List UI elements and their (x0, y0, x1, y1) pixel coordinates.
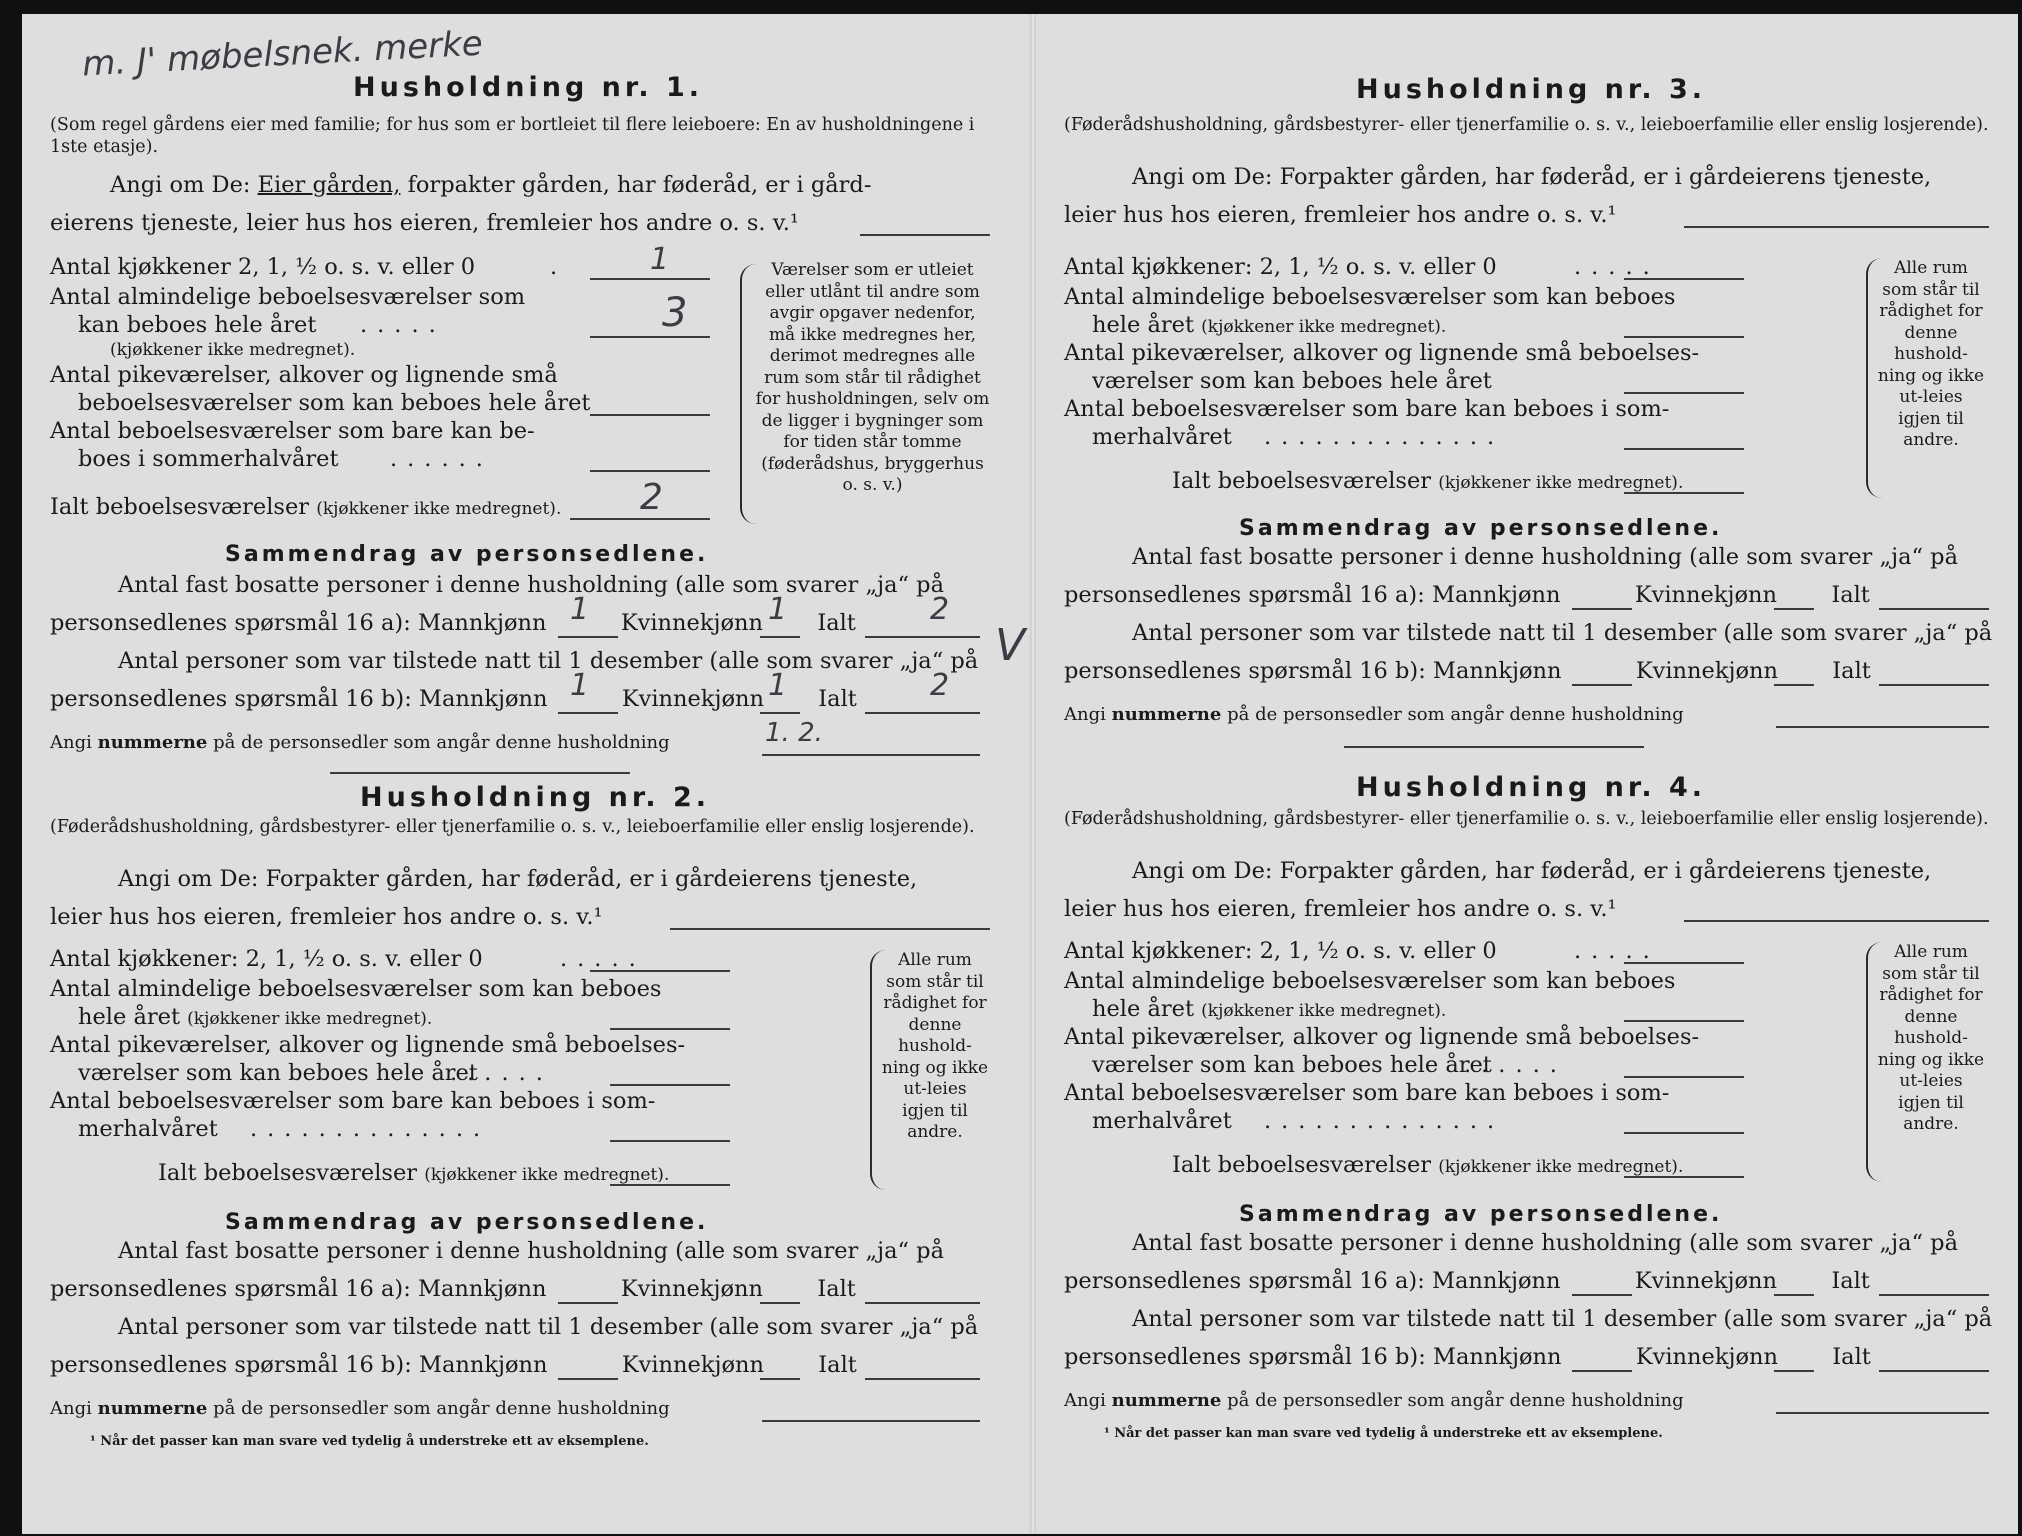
h2-footnote: ¹ Når det passer kan man svare ved tydelig å understreke ett av eksemplene. (90, 1434, 649, 1449)
h1-fast-line: personsedlenes spørsmål 16 a): Mannkjønn Kvinnekjønn Ialt (50, 610, 856, 636)
h1-tilstede-line: personsedlenes spørsmål 16 b): Mannkjønn Kvinnekjønn Ialt (50, 686, 857, 712)
h1-kitchens-label: Antal kjøkkener 2, 1, ½ o. s. v. eller 0 (50, 254, 476, 280)
h3-tilstede-label: Antal personer som var tilstede natt til 1 desember (alle som svarer „ja“ på (1132, 620, 1993, 646)
h4-total-rooms-label: Ialt beboelsesværelser (kjøkkener ikke medregnet). (1172, 1152, 1684, 1178)
h2-fast-line: personsedlenes spørsmål 16 a): Mannkjønn Kvinnekjønn Ialt (50, 1276, 856, 1302)
h3-rooms-label: Antal almindelige beboelsesværelser som kan beboes (1064, 284, 1676, 310)
household-1-angi-line-2: eierens tjeneste, leier hus hos eieren, fremleier hos andre o. s. v.¹ (50, 210, 799, 236)
census-form-sheet (22, 14, 2018, 1534)
h4-kitchens-label: Antal kjøkkener: 2, 1, ½ o. s. v. eller 0 (1064, 938, 1497, 964)
household-3-angi-line-2: leier hus hos eieren, fremleier hos andre o. s. v.¹ (1064, 202, 1617, 228)
h1-summary-title: Sammendrag av personsedlene. (225, 542, 709, 567)
h1-present-male-value: 1 (570, 668, 590, 703)
h2-tilstede-line: personsedlenes spørsmål 16 b): Mannkjønn Kvinnekjønn Ialt (50, 1352, 857, 1378)
household-4-subtitle: (Føderådshusholdning, gårdsbestyrer- eller tjenerfamilie o. s. v., leieboerfamilie eller enslig losjerende). (1064, 809, 1989, 829)
h1-rooms-label: Antal almindelige beboelsesværelser som (50, 284, 526, 310)
h3-summer-rooms-label: Antal beboelsesværelser som bare kan beboes i som- (1064, 396, 1670, 422)
check-mark: V (995, 620, 1026, 671)
h1-total-rooms-label: Ialt beboelsesværelser (kjøkkener ikke medregnet). (50, 494, 562, 520)
h2-numbers-label: Angi nummerne på de personsedler som angår denne husholdning (50, 1398, 670, 1419)
household-2-section: Husholdning nr. 2. (Føderådshusholdning, gårdsbestyrer- eller tjenerfamilie o. s. v., leieboerfamilie eller enslig losjerende). Angi om De: Forpakter gården, har føderåd, er i gårdeierens tjeneste, leier hus hos eieren, fremleier hos andre o. s. v.¹ Antal kjøkkener: 2, 1, ½ o. s. v. eller 0 ..... Antal almindelige beboelsesværelser som kan beboes hele året (kjøkkener ikke medregnet). Antal pikeværelser, alkover og lignende små beboelses- værelser som kan beboes hele året ...... Antal beboelsesværelser som bare kan beboes i som- merhalvåret .............. Ialt beboelsesværelser (kjøkkener ikke medregnet). Alle rum som står til rådighet for denne hushold-ning og ikke ut-leies igjen til andre. Sammendrag av personsedlene. Antal fast bosatte personer i denne husholdning (alle som svarer „ja“ på personsedlenes spørsmål 16 a): Mannkjønn Kvinnekjønn Ialt Antal personer som var tilstede natt til 1 desember (alle som svarer „ja“ på personsedlenes spørsmål 16 b): Mannkjønn Kvinnekjønn Ialt Angi nummerne på de personsedler som angår denne husholdning ¹ Når det passer kan man svare ved tydelig å understreke ett av eksemplene. (50, 782, 989, 1449)
h2-summary-title: Sammendrag av personsedlene. (225, 1210, 709, 1235)
h2-fast-label: Antal fast bosatte personer i denne husholdning (alle som svarer „ja“ på (118, 1238, 944, 1264)
household-4-angi-line-2: leier hus hos eieren, fremleier hos andre o. s. v.¹ (1064, 896, 1617, 922)
h1-kitchens-value: 1 (650, 242, 670, 277)
h3-fast-label: Antal fast bosatte personer i denne husholdning (alle som svarer „ja“ på (1132, 544, 1958, 570)
household-2-angi-line: Angi om De: Forpakter gården, har føderåd, er i gårdeierens tjeneste, (118, 866, 918, 892)
h3-total-rooms-label: Ialt beboelsesværelser (kjøkkener ikke medregnet). (1172, 468, 1684, 494)
household-1-subtitle: (Som regel gårdens eier med familie; for hus som er bortleiet til flere leieboere: En av husholdningene i 1ste etasje). (50, 115, 975, 157)
h3-small-rooms-label: Antal pikeværelser, alkover og lignende små beboelses- (1064, 340, 1700, 366)
h1-present-female-value: 1 (768, 668, 788, 703)
household-2-subtitle: (Føderådshusholdning, gårdsbestyrer- eller tjenerfamilie o. s. v., leieboerfamilie eller enslig losjerende). (50, 817, 975, 837)
h3-summary-title: Sammendrag av personsedlene. (1239, 516, 1723, 541)
left-page (22, 14, 1030, 1534)
h1-numbers-label: Angi nummerne på de personsedler som angår denne husholdning (50, 732, 670, 753)
h4-summer-rooms-label: Antal beboelsesværelser som bare kan beboes i som- (1064, 1080, 1670, 1106)
household-1-title: Husholdning nr. 1. (353, 72, 704, 103)
h1-male-value: 1 (570, 592, 590, 627)
h3-numbers-label: Angi nummerne på de personsedler som angår denne husholdning (1064, 704, 1684, 725)
h2-rooms-label: Antal almindelige beboelsesværelser som kan beboes (50, 976, 662, 1002)
h4-rooms-label: Antal almindelige beboelsesværelser som kan beboes (1064, 968, 1676, 994)
right-page (1036, 14, 2018, 1534)
eier-option-underlined: Eier gården, (257, 172, 401, 198)
h1-total-rooms-value: 2 (640, 477, 663, 518)
h2-small-rooms-label: Antal pikeværelser, alkover og lignende små beboelses- (50, 1032, 686, 1058)
h4-fast-line: personsedlenes spørsmål 16 a): Mannkjønn Kvinnekjønn Ialt (1064, 1268, 1870, 1294)
h4-footnote: ¹ Når det passer kan man svare ved tydelig å understreke ett av eksemplene. (1104, 1426, 1663, 1441)
household-4-title: Husholdning nr. 4. (1356, 772, 1707, 803)
household-4-section: Husholdning nr. 4. (Føderådshusholdning, gårdsbestyrer- eller tjenerfamilie o. s. v., leieboerfamilie eller enslig losjerende). Angi om De: Forpakter gården, har føderåd, er i gårdeierens tjeneste, leier hus hos eieren, fremleier hos andre o. s. v.¹ Antal kjøkkener: 2, 1, ½ o. s. v. eller 0 ..... Antal almindelige beboelsesværelser som kan beboes hele året (kjøkkener ikke medregnet). Antal pikeværelser, alkover og lignende små beboelses- værelser som kan beboes hele året ...... Antal beboelsesværelser som bare kan beboes i som- merhalvåret .............. Ialt beboelsesværelser (kjøkkener ikke medregnet). Alle rum som står til rådighet for denne hushold-ning og ikke ut-leies igjen til andre. Sammendrag av personsedlene. Antal fast bosatte personer i denne husholdning (alle som svarer „ja“ på personsedlenes spørsmål 16 a): Mannkjønn Kvinnekjønn Ialt Antal personer som var tilstede natt til 1 desember (alle som svarer „ja“ på personsedlenes spørsmål 16 b): Mannkjønn Kvinnekjønn Ialt Angi nummerne på de personsedler som angår denne husholdning ¹ Når det passer kan man svare ved tydelig å understreke ett av eksemplene. (1064, 772, 1993, 1441)
h4-fast-label: Antal fast bosatte personer i denne husholdning (alle som svarer „ja“ på (1132, 1230, 1958, 1256)
h4-side-note: Alle rum som står til rådighet for denne hushold-ning og ikke ut-leies igjen til andre. (1877, 942, 1985, 1134)
h1-numbers-value: 1. 2. (765, 718, 823, 748)
household-1-section: Husholdning nr. 1. (Som regel gårdens eier med familie; for hus som er bortleiet til flere leieboere: En av husholdningene i 1ste etasje). Angi om De: Eier gården, forpakter gården, har føderåd, er i gård- eierens tjeneste, leier hus hos eieren, fremleier hos andre o. s. v.¹ Antal kjøkkener 2, 1, ½ o. s. v. eller 0 . 1 Antal almindelige beboelsesværelser som kan beboes hele året ..... 3 (kjøkkener ikke medregnet). Antal pikeværelser, alkover og lignende små beboelsesværelser som kan beboes hele året Antal beboelsesværelser som bare kan be- boes i sommerhalvåret ...... Ialt beboelsesværelser (kjøkkener ikke medregnet). 2 Værelser som er utleiet eller utlånt til andre som avgir opgaver nedenfor, må ikke medregnes her, derimot medregnes alle rum som står til rådighet for husholdningen, selv om de ligger i bygninger som for tiden står tomme (føderådshus, bryggerhus o. s. v.) Sammendrag av personsedlene. Antal fast bosatte personer i denne husholdning (alle som svarer „ja“ på personsedlenes spørsmål 16 a): Mannkjønn Kvinnekjønn Ialt 1 1 2 V Antal personer som var tilstede natt til 1 desember (alle som svarer „ja“ på personsedlenes spørsmål 16 b): Mannkjønn Kvinnekjønn Ialt 1 1 2 Angi nummerne på de personsedler som angår denne husholdning 1. 2. (50, 72, 990, 752)
h1-side-note: Værelser som er utleiet eller utlånt til andre som avgir opgaver nedenfor, må ikke medregnes her, derimot medregnes alle rum som står til rådighet for husholdningen, selv om de ligger i bygninger som for tiden står tomme (føderådshus, bryggerhus o. s. v.) (755, 260, 990, 495)
h2-tilstede-label: Antal personer som var tilstede natt til 1 desember (alle som svarer „ja“ på (118, 1314, 979, 1340)
side-note-brace (740, 264, 756, 524)
h2-summer-rooms-label: Antal beboelsesværelser som bare kan beboes i som- (50, 1088, 656, 1114)
household-2-title: Husholdning nr. 2. (360, 782, 711, 813)
h1-fast-label: Antal fast bosatte personer i denne husholdning (alle som svarer „ja“ på (118, 572, 944, 598)
h3-kitchens-label: Antal kjøkkener: 2, 1, ½ o. s. v. eller 0 (1064, 254, 1497, 280)
h4-tilstede-line: personsedlenes spørsmål 16 b): Mannkjønn Kvinnekjønn Ialt (1064, 1344, 1871, 1370)
h1-total-value: 2 (930, 592, 950, 627)
h4-summary-title: Sammendrag av personsedlene. (1239, 1202, 1723, 1227)
h1-rooms-value: 3 (662, 290, 688, 336)
h2-total-rooms-label: Ialt beboelsesværelser (kjøkkener ikke medregnet). (158, 1160, 670, 1186)
h3-tilstede-line: personsedlenes spørsmål 16 b): Mannkjønn Kvinnekjønn Ialt (1064, 658, 1871, 684)
h3-fast-line: personsedlenes spørsmål 16 a): Mannkjønn Kvinnekjønn Ialt (1064, 582, 1870, 608)
h2-kitchens-label: Antal kjøkkener: 2, 1, ½ o. s. v. eller 0 (50, 946, 483, 972)
h1-small-rooms-label: Antal pikeværelser, alkover og lignende små (50, 362, 558, 388)
h1-summer-rooms-label: Antal beboelsesværelser som bare kan be- (50, 418, 535, 444)
h1-present-total-value: 2 (930, 668, 950, 703)
h2-side-note: Alle rum som står til rådighet for denne hushold-ning og ikke ut-leies igjen til andre. (881, 950, 989, 1142)
household-2-angi-line-2: leier hus hos eieren, fremleier hos andre o. s. v.¹ (50, 904, 603, 930)
h4-tilstede-label: Antal personer som var tilstede natt til 1 desember (alle som svarer „ja“ på (1132, 1306, 1993, 1332)
household-3-angi-line: Angi om De: Forpakter gården, har føderåd, er i gårdeierens tjeneste, (1132, 164, 1932, 190)
household-3-title: Husholdning nr. 3. (1356, 74, 1707, 105)
household-3-section: Husholdning nr. 3. (Føderådshusholdning, gårdsbestyrer- eller tjenerfamilie o. s. v., leieboerfamilie eller enslig losjerende). Angi om De: Forpakter gården, har føderåd, er i gårdeierens tjeneste, leier hus hos eieren, fremleier hos andre o. s. v.¹ Antal kjøkkener: 2, 1, ½ o. s. v. eller 0 ..... Antal almindelige beboelsesværelser som kan beboes hele året (kjøkkener ikke medregnet). Antal pikeværelser, alkover og lignende små beboelses- værelser som kan beboes hele året Antal beboelsesværelser som bare kan beboes i som- merhalvåret .............. Ialt beboelsesværelser (kjøkkener ikke medregnet). Alle rum som står til rådighet for denne hushold-ning og ikke ut-leies igjen til andre. Sammendrag av personsedlene. Antal fast bosatte personer i denne husholdning (alle som svarer „ja“ på personsedlenes spørsmål 16 a): Mannkjønn Kvinnekjønn Ialt Antal personer som var tilstede natt til 1 desember (alle som svarer „ja“ på personsedlenes spørsmål 16 b): Mannkjønn Kvinnekjønn Ialt Angi nummerne på de personsedler som angår denne husholdning (1064, 74, 2004, 754)
handwritten-top-note: m. J' møbelsnek. merke (81, 23, 484, 85)
h1-tilstede-label: Antal personer som var tilstede natt til 1 desember (alle som svarer „ja“ på (118, 648, 979, 674)
household-1-angi-line: Angi om De: Eier gården, forpakter gården, har føderåd, er i gård- (110, 172, 872, 198)
household-4-angi-line: Angi om De: Forpakter gården, har føderåd, er i gårdeierens tjeneste, (1132, 858, 1932, 884)
h4-numbers-label: Angi nummerne på de personsedler som angår denne husholdning (1064, 1390, 1684, 1411)
h4-small-rooms-label: Antal pikeværelser, alkover og lignende små beboelses- (1064, 1024, 1700, 1050)
h1-female-value: 1 (768, 592, 788, 627)
household-3-subtitle: (Føderådshusholdning, gårdsbestyrer- eller tjenerfamilie o. s. v., leieboerfamilie eller enslig losjerende). (1064, 115, 1989, 135)
h3-side-note: Alle rum som står til rådighet for denne hushold-ning og ikke ut-leies igjen til andre. (1877, 258, 1985, 450)
